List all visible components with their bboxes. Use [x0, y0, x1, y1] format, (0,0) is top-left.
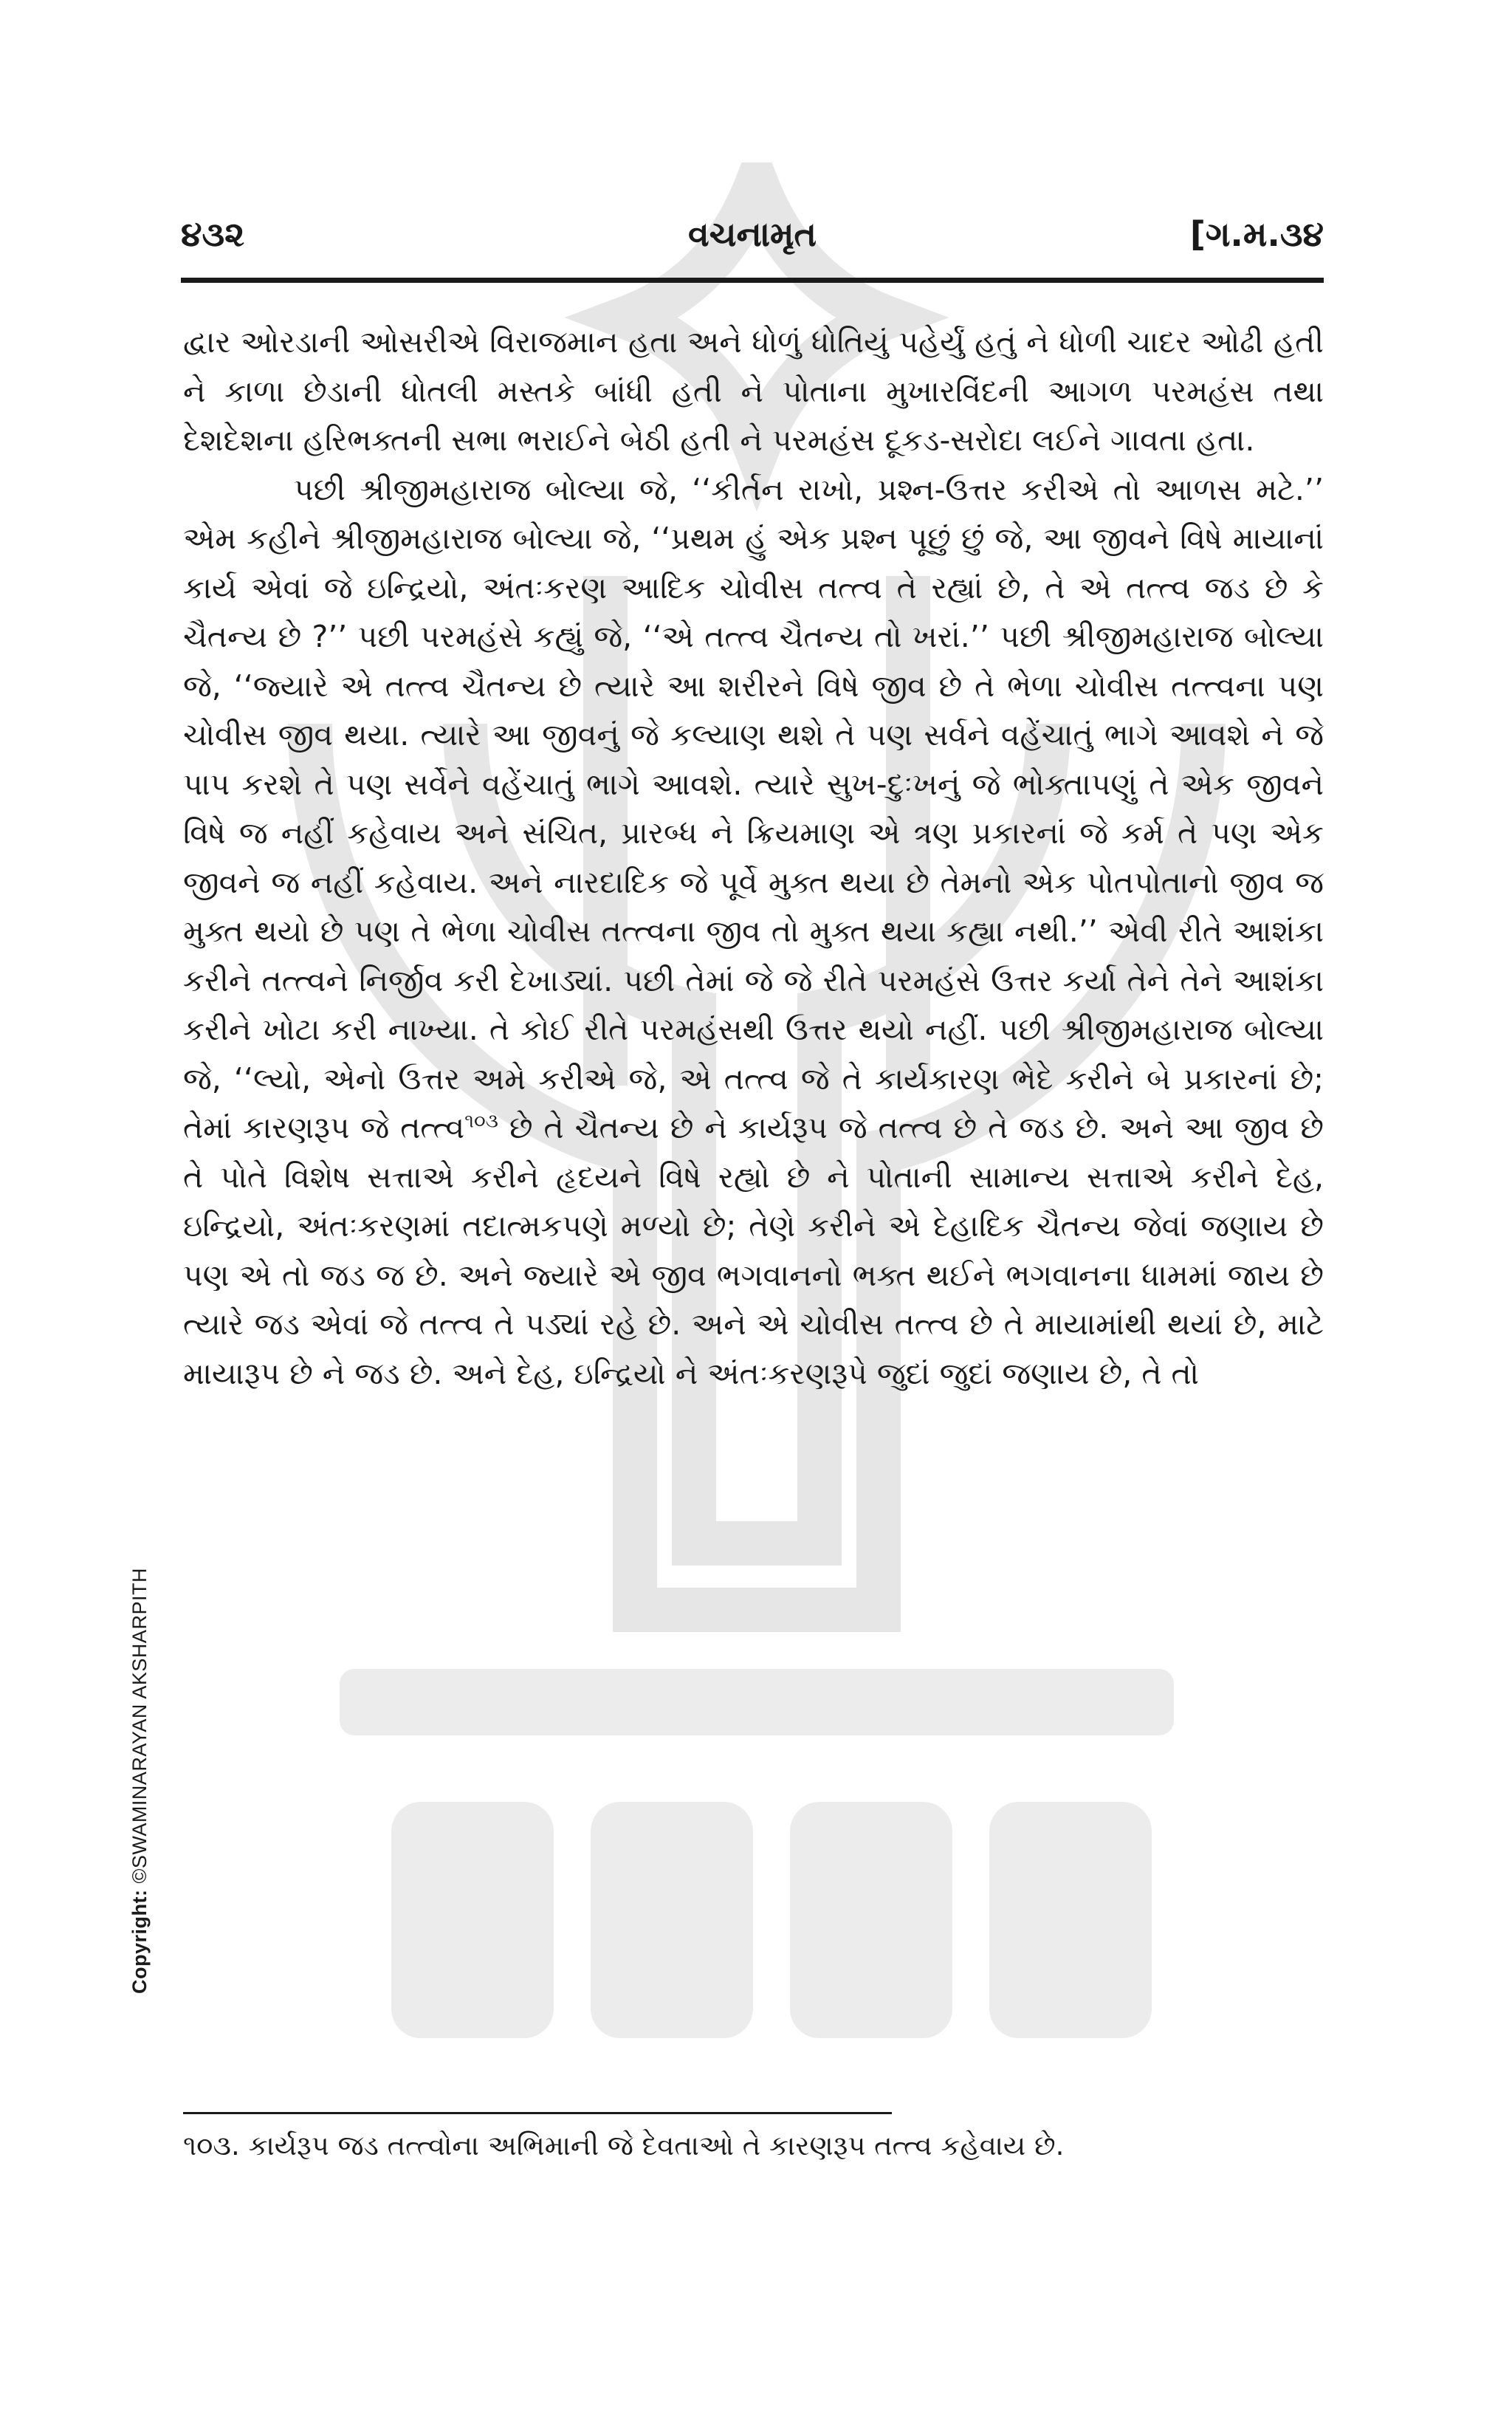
section-reference: [ગ.મ.૩૪ [1189, 214, 1324, 254]
running-header [181, 214, 1324, 273]
paragraph-2 [183, 465, 1324, 1399]
main-text [183, 318, 1324, 1398]
page-number: ૪૩૨ [181, 214, 245, 254]
paragraph-2-part-2: છે તે ચૈતન્ય છે ને કાર્યરૂપ જે તત્ત્વ છે તે જડ છે. અને આ જીવ છે તે પોતે વિશેષ સત્તાએ કરીને હૃદયને વિષે રહ્યો છે ને પોતાની સામાન્ય સત્તાએ કરીને દેહ, ઇન્દ્રિયો, અંતઃકરણમાં તદાત્મકપણે મળ્યો છે; તેણે કરીને એ દેહાદિક ચૈતન્ય જેવાં જણાય છે પણ એ તો જડ જ છે. અને જ્યારે એ જીવ ભગવાનનો ભક્ત થઈને ભગવાનના ધામમાં જાય છે ત્યારે જડ એવાં જે તત્ત્વ તે પડ્યાં રહે છે. અને એ ચોવીસ તત્ત્વ છે તે માયામાંથી થયાં છે, માટે માયારૂપ છે ને જડ છે. અને દેહ, ઇન્દ્રિયો ને અંતઃકરણરૂપે જુદાં જુદાં જણાય છે, તે તો [183, 1110, 1324, 1391]
paragraph-1: દ્વાર ઓરડાની ઓસરીએ વિરાજમાન હતા અને ધોળું ધોતિયું પહેર્યું હતું ને ધોળી ચાદર ઓઢી હતી ને કાળા છેડાની ધોતલી મસ્તકે બાંધી હતી ને પોતાના મુખારવિંદની આગળ પરમહંસ તથા દેશદેશના હરિભક્તની સભા ભરાઈને બેઠી હતી ને પરમહંસ દૂકડ-સરોદા લઈને ગાવતા હતા. [183, 324, 1324, 458]
paragraph-2-part-1: પછી શ્રીજીમહારાજ બોલ્યા જે, ‘‘કીર્તન રાખો, પ્રશ્ન-ઉત્તર કરીએ તો આળસ મટે.’’ એમ કહીને શ્રીજીમહારાજ બોલ્યા જે, ‘‘પ્રથમ હું એક પ્રશ્ન પૂછું છું જે, આ જીવને વિષે માયાનાં કાર્ય એવાં જે ઇન્દ્રિયો, અંતઃકરણ આદિક ચોવીસ તત્ત્વ તે રહ્યાં છે, તે એ તત્ત્વ જડ છે કે ચૈતન્ય છે ?’’ પછી પરમહંસે કહ્યું જે, ‘‘એ તત્ત્વ ચૈતન્ય તો ખરાં.’’ પછી શ્રીજીમહારાજ બોલ્યા જે, ‘‘જ્યારે એ તત્ત્વ ચૈતન્ય છે ત્યારે આ શરીરને વિષે જીવ છે તે ભેળા ચોવીસ તત્ત્વના પણ ચોવીસ જીવ થયા. ત્યારે આ જીવનું જે કલ્યાણ થશે તે પણ સર્વને વહેંચાતું ભાગે આવશે ને જે પાપ કરશે તે પણ સર્વેને વહેંચાતું ભાગે આવશે. ત્યારે સુખ-દુઃખનું જે ભોક્તાપણું તે એક જીવને વિષે જ નહીં કહેવાય અને સંચિત, પ્રારબ્ધ ને ક્રિયમાણ એ ત્રણ પ્રકારનાં જે કર્મ તે પણ એક જીવને જ નહીં કહેવાય. અને નારદાદિક જે પૂર્વે મુક્ત થયા છે તેમનો એક પોતપોતાનો જીવ જ મુક્ત થયો છે પણ તે ભેળા ચોવીસ તત્ત્વના જીવ તો મુક્ત થયા કહ્યા નથી.’’ એવી રીતે આશંકા કરીને તત્ત્વને નિર્જીવ કરી દેખાડ્યાં. પછી તેમાં જે જે રીતે પરમહંસે ઉત્તર કર્યા તેને તેને આશંકા કરીને ખોટા કરી નાખ્યા. તે કોઈ રીતે પરમહંસથી ઉત્તર થયો નહીં. પછી શ્રીજીમહારાજ બોલ્યા જે, ‘‘લ્યો, એનો ઉત્તર અમે કરીએ જે, એ તત્ત્વ જે તે કાર્યકારણ ભેદે કરીને બે પ્રકારનાં છે; તેમાં કારણરૂપ જે તત્ત્વ [183, 471, 1324, 1145]
footnote-divider [183, 2112, 892, 2114]
copyright-label: Copyright: [128, 1889, 151, 1994]
book-title: વચનામૃત [688, 214, 817, 254]
footnote-reference: ૧૦૩ [464, 1110, 498, 1133]
header-divider [181, 278, 1324, 283]
footnote: ૧૦૩. કાર્યરૂપ જડ તત્ત્વોના અભિમાની જે દેવતાઓ તે કારણરૂપ તત્ત્વ કહેવાય છે. [183, 2130, 1065, 2161]
copyright-notice [128, 1568, 151, 1994]
copyright-holder: ©SWAMINARAYAN AKSHARPITH [128, 1568, 151, 1890]
